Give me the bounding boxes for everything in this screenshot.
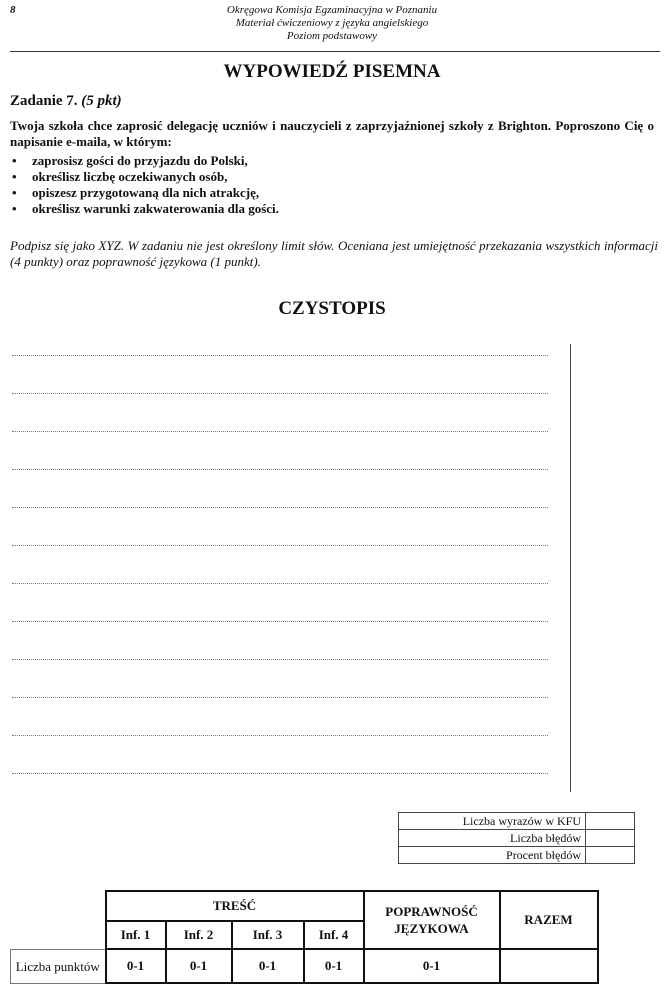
points-row-label: Liczba punktów [11,949,106,983]
task-instruction: Podpisz się jako XYZ. W zadaniu nie jest określony limit słów. Oceniana jest umiejętność przekazania wszystkich informacji (4 punkty) oraz poprawność językowa (1 punkt). [10,238,658,269]
writing-line [12,469,548,470]
stats-value-cell [586,847,635,864]
margin-line [570,344,571,792]
section-title: WYPOWIEDŹ PISEMNA [223,61,441,82]
writing-line [12,659,548,660]
total-score-cell [500,949,598,983]
content-header: TREŚĆ [106,891,364,921]
writing-line [12,621,548,622]
correctness-score: 0-1 [364,949,500,983]
header-rule [10,51,660,52]
task-bullet: • określisz liczbę oczekiwanych osób, [10,169,279,185]
writing-line [12,355,548,356]
info-column-header: Inf. 4 [304,921,364,949]
task-points: (5 pkt) [81,93,122,109]
task-title [10,93,122,110]
writing-line [12,583,548,584]
info-score: 0-1 [304,949,364,983]
stats-value-cell [586,813,635,830]
writing-line [12,735,548,736]
task-number: Zadanie 7. [10,93,78,109]
stats-label-errors: Liczba błędów [399,830,586,847]
task-bullet: • określisz warunki zakwaterowania dla gości. [10,201,279,217]
page-number: 8 [10,4,16,16]
stats-value-cell [586,830,635,847]
header-material: Materiał ćwiczeniowy z języka angielskiego [235,17,429,29]
header-institution: Okręgowa Komisja Egzaminacyjna w Poznaniu [226,4,438,16]
writing-line [12,545,548,546]
info-column-header: Inf. 1 [106,921,166,949]
clean-copy-title: CZYSTOPIS [278,298,386,319]
info-score: 0-1 [166,949,232,983]
stats-table [398,812,635,864]
stats-label-error-percent: Procent błędów [399,847,586,864]
writing-line [12,697,548,698]
total-header: RAZEM [500,891,598,949]
stats-label-word-count: Liczba wyrazów w KFU [399,813,586,830]
writing-line [12,431,548,432]
score-table-corner [11,891,106,921]
task-bullet: • opiszesz przygotowaną dla nich atrakcję, [10,185,279,201]
info-score: 0-1 [232,949,304,983]
task-bullet: • zaprosisz gości do przyjazdu do Polski, [10,153,279,169]
correctness-header: POPRAWNOŚĆ JĘZYKOWA [364,891,500,949]
info-score: 0-1 [106,949,166,983]
header-level: Poziom podstawowy [286,30,378,42]
task-intro: Twoja szkoła chce zaprosić delegację uczniów i nauczycieli z zaprzyjaźnionej szkoły z Brighton. Poproszono Cię o napisanie e-maila, w którym: [10,118,654,149]
info-column-header: Inf. 3 [232,921,304,949]
writing-line [12,393,548,394]
writing-line [12,773,548,774]
score-table [10,890,599,984]
writing-line [12,507,548,508]
task-bullet-list [10,153,279,217]
info-column-header: Inf. 2 [166,921,232,949]
score-table-blank [11,921,106,949]
